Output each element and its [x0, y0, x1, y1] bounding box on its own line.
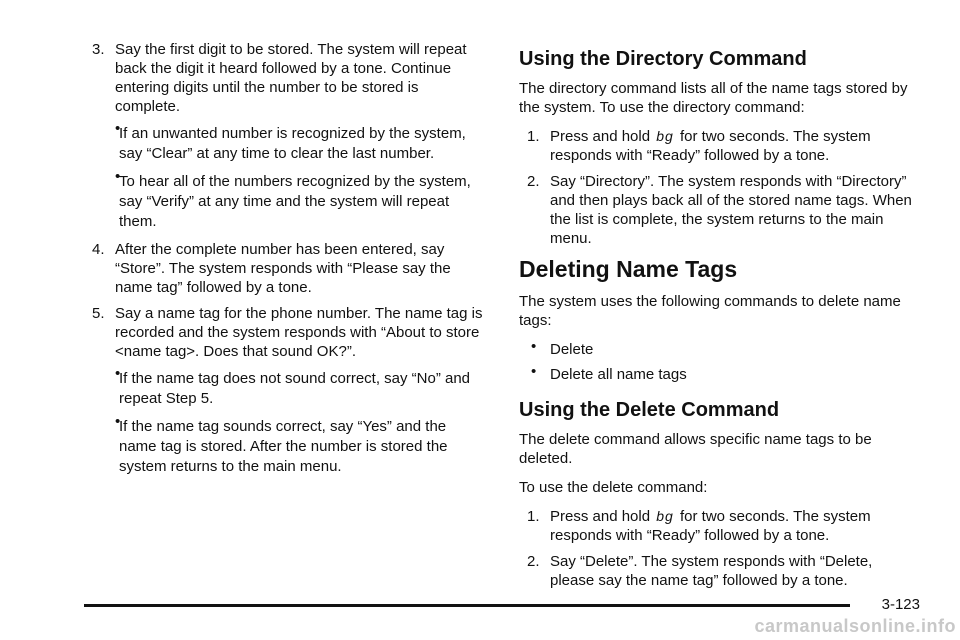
- step-text-before: Press and hold: [550, 128, 651, 145]
- step-3: [84, 40, 484, 116]
- bullet-text: If the name tag sounds correct, say “Yes” and the name tag is stored. After the number is stored the system returns to the main menu.: [119, 418, 448, 475]
- step-number: 4.: [92, 241, 105, 258]
- page-number: 3-123: [881, 596, 920, 613]
- directory-step-1: [519, 127, 919, 165]
- section-heading-deleting: Deleting Name Tags: [519, 256, 738, 282]
- bullet-text: If the name tag does not sound correct, say “No” and repeat Step 5.: [119, 370, 471, 407]
- step-text: Say the first digit to be stored. The system will repeat back the digit it heard followed by a tone. Continue entering digits until the number to be stored is complete.: [115, 41, 467, 115]
- delete-step-2: [519, 552, 919, 590]
- step-4: [84, 240, 484, 297]
- step-text: Say a name tag for the phone number. The name tag is recorded and the system responds with “About to store <name tag>. Does that sound OK?”.: [115, 305, 483, 360]
- list-item: [519, 365, 919, 384]
- bullet-icon: •: [115, 365, 121, 382]
- step-number: 1.: [527, 128, 540, 145]
- bullet-text: Delete all name tags: [550, 366, 687, 383]
- bullet-icon: •: [531, 338, 537, 355]
- section-heading-directory: Using the Directory Command: [519, 48, 807, 70]
- step-5: [84, 304, 484, 361]
- bullet-icon: •: [115, 413, 121, 430]
- deleting-intro: The system uses the following commands to delete name tags:: [519, 293, 901, 329]
- delete-intro: The delete command allows specific name tags to be deleted.: [519, 431, 872, 467]
- step-text: Say “Directory”. The system responds with “Directory” and then plays back all of the stored name tags. When the list is complete, the system returns to the main menu.: [550, 173, 912, 247]
- bullet-icon: •: [115, 120, 121, 137]
- step-number: 5.: [92, 305, 105, 322]
- step-text: Say “Delete”. The system responds with “Delete, please say the name tag” followed by a tone.: [550, 553, 873, 589]
- list-item: [84, 413, 484, 477]
- left-column: [84, 40, 484, 485]
- delete-step-1: [519, 507, 919, 545]
- right-column: [519, 40, 919, 597]
- footer-rule: [84, 604, 850, 607]
- section-heading-delete-command: Using the Delete Command: [519, 399, 780, 421]
- bullet-icon: •: [115, 168, 121, 185]
- directory-intro: The directory command lists all of the name tags stored by the system. To use the directory command:: [519, 80, 908, 116]
- list-item: [519, 340, 919, 359]
- list-item: [84, 120, 484, 164]
- step-text: After the complete number has been entered, say “Store”. The system responds with “Please say the name tag” followed by a tone.: [115, 241, 451, 296]
- bullet-icon: •: [531, 363, 537, 380]
- push-to-talk-icon: bg: [656, 508, 674, 524]
- bullet-text: To hear all of the numbers recognized by the system, say “Verify” at any time and the system will repeat them.: [119, 173, 471, 230]
- watermark: carmanualsonline.info: [754, 616, 956, 636]
- bullet-text: If an unwanted number is recognized by the system, say “Clear” at any time to clear the last number.: [119, 125, 466, 162]
- step-text-after: for two seconds. The system responds with “Ready” followed by a tone.: [550, 128, 871, 164]
- step-number: 2.: [527, 173, 540, 190]
- list-item: [84, 365, 484, 409]
- step-number: 1.: [527, 508, 540, 525]
- step-text-before: Press and hold: [550, 508, 651, 525]
- push-to-talk-icon: bg: [656, 128, 674, 144]
- bullet-text: Delete: [550, 341, 594, 358]
- step-number: 3.: [92, 41, 105, 58]
- directory-step-2: [519, 172, 919, 248]
- delete-intro-2: To use the delete command:: [519, 479, 708, 496]
- list-item: [84, 168, 484, 232]
- step-number: 2.: [527, 553, 540, 570]
- step-text-after: for two seconds. The system responds with “Ready” followed by a tone.: [550, 508, 871, 544]
